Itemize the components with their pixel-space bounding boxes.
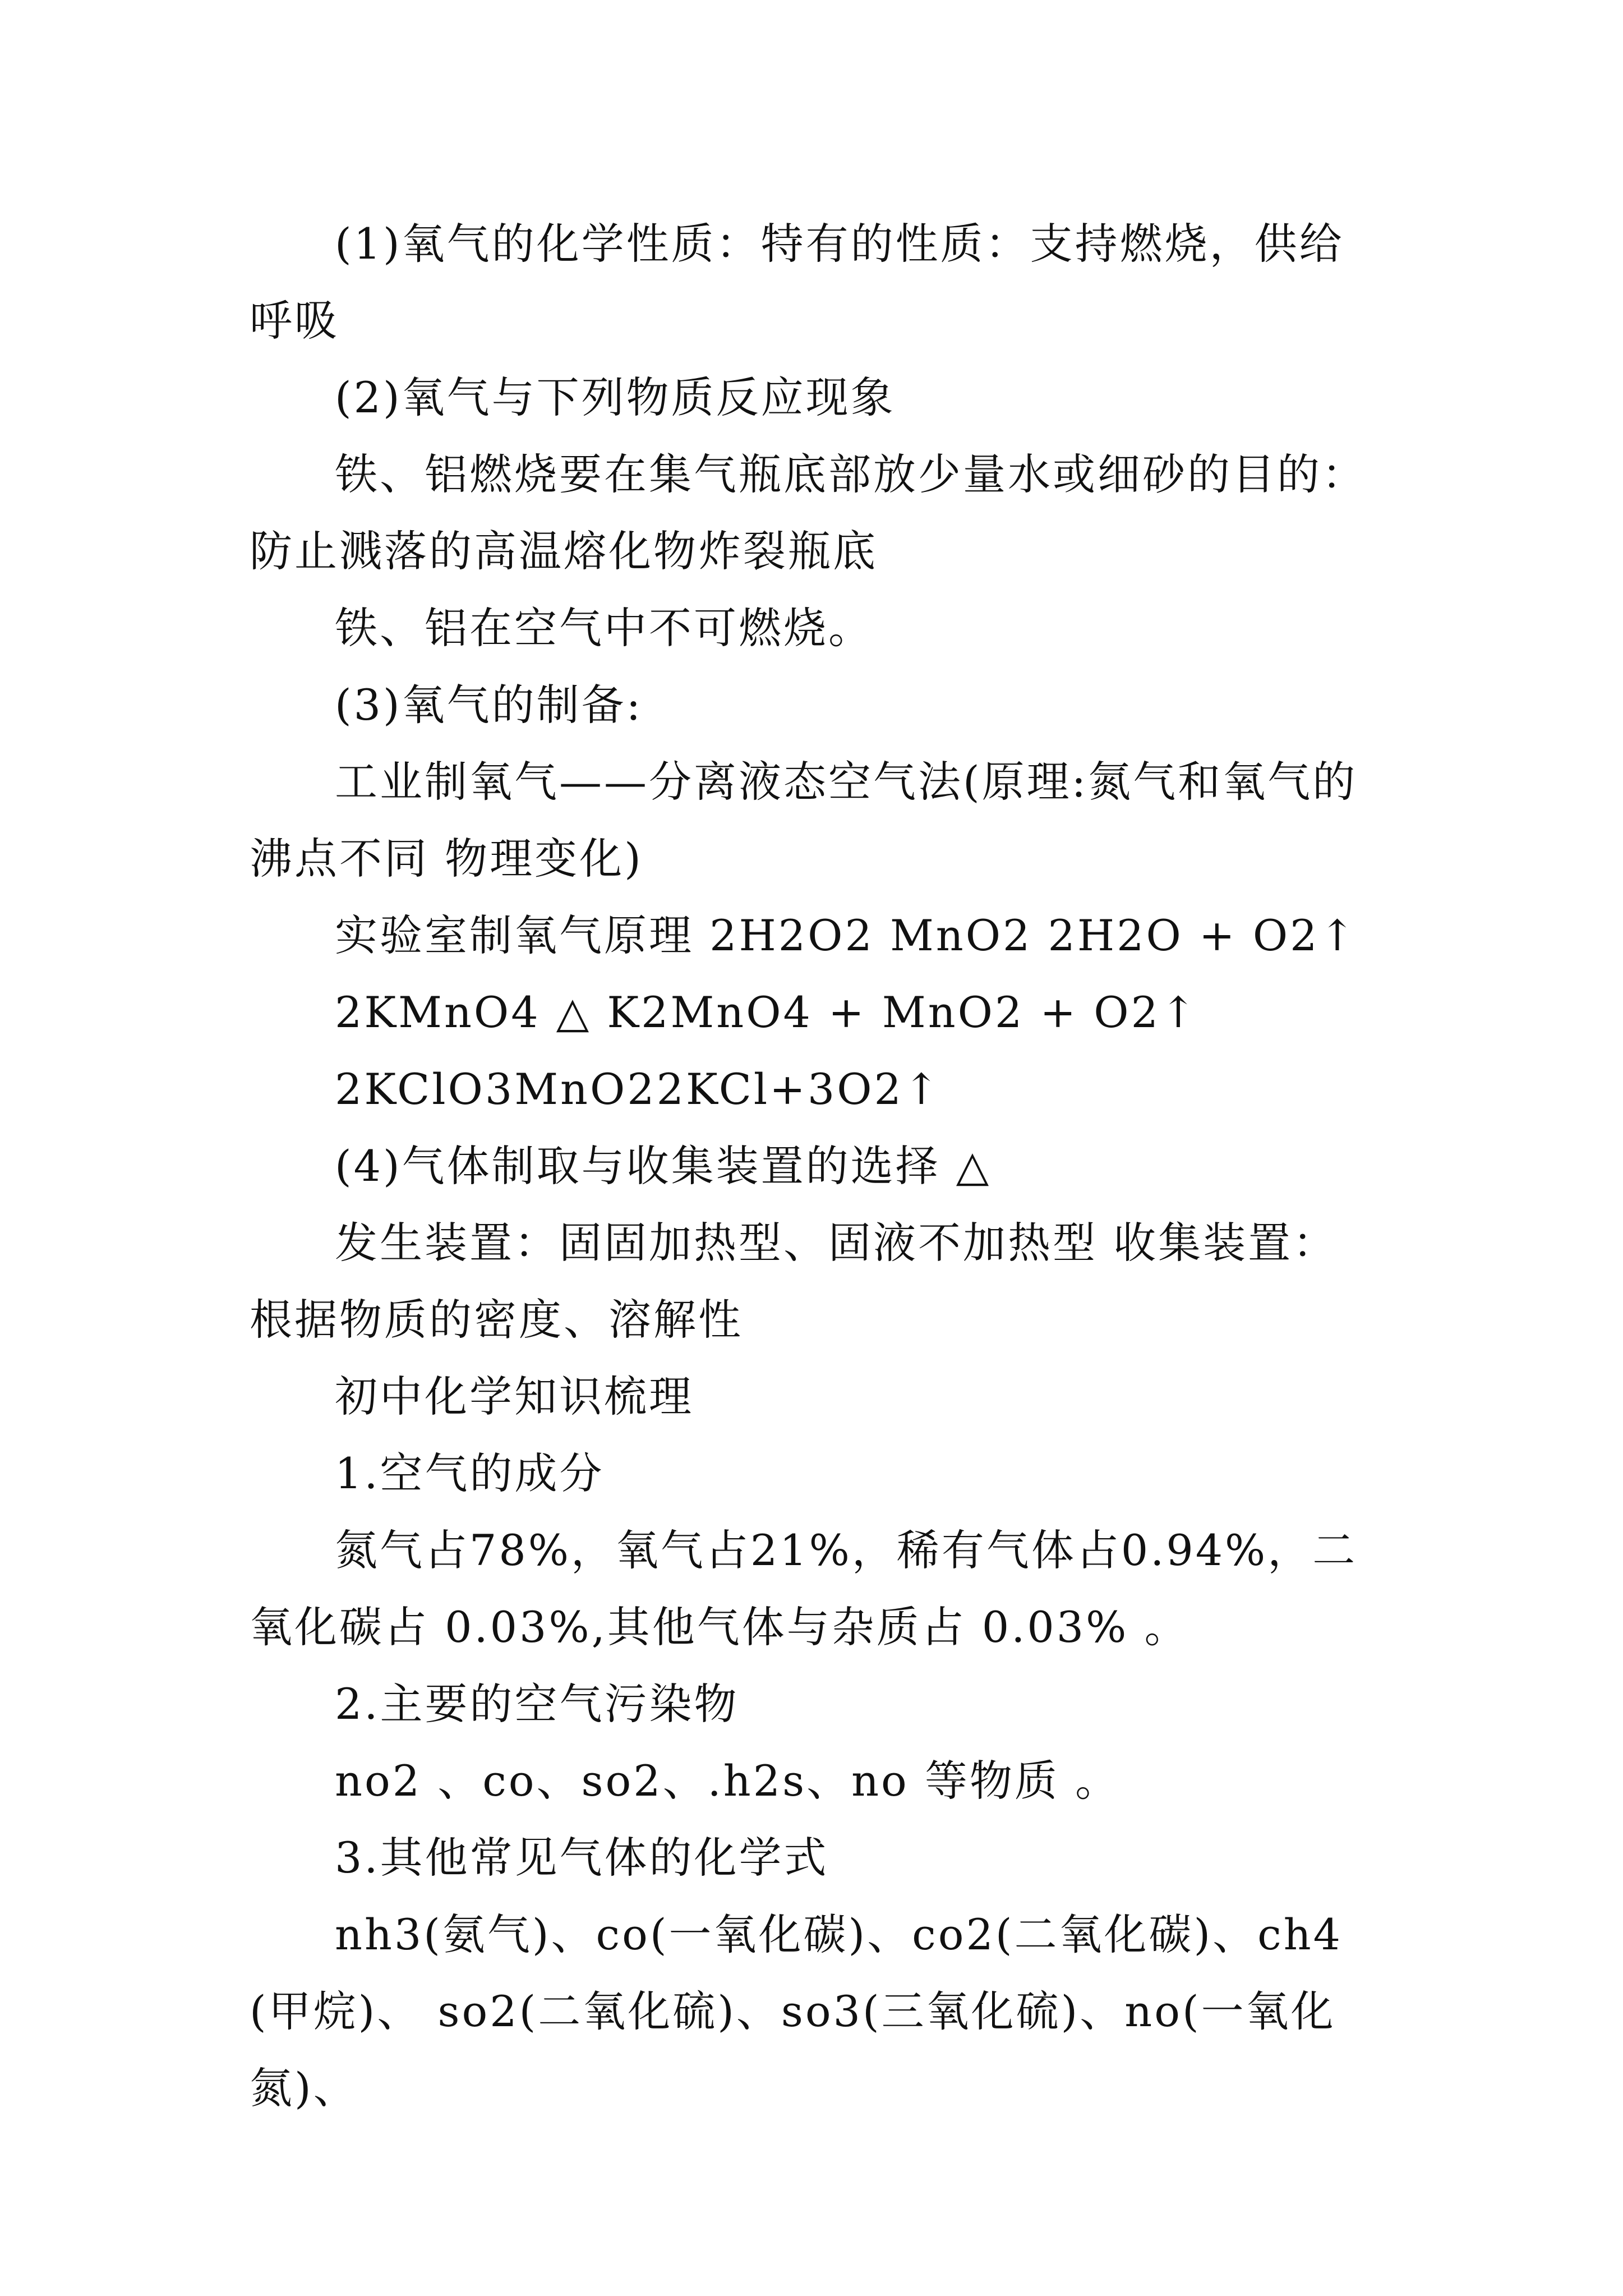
paragraph-iron-aluminum-combustion: 铁、铝燃烧要在集气瓶底部放少量水或细砂的目的：防止溅落的高温熔化物炸裂瓶底 — [250, 449, 1367, 576]
heading-common-gas-formulas: 3.其他常见气体的化学式 — [335, 1833, 829, 1883]
paragraph-oxygen-reactions-heading: (2)氧气与下列物质反应现象 — [335, 372, 896, 422]
heading-air-pollutants: 2.主要的空气污染物 — [335, 1679, 739, 1729]
equation-kclo3: 2KClO3MnO22KCl+3O2↑ — [335, 1064, 942, 1114]
section-title-knowledge-summary: 初中化学知识梳理 — [335, 1372, 694, 1421]
paragraph-iron-aluminum-in-air: 铁、铝在空气中不可燃烧。 — [335, 603, 873, 653]
paragraph-oxygen-chemical-properties: (1)氧气的化学性质：特有的性质：支持燃烧，供给呼吸 — [250, 219, 1344, 346]
paragraph-apparatus-selection-heading: (4)气体制取与收集装置的选择 △ — [335, 1141, 992, 1191]
heading-air-composition: 1.空气的成分 — [335, 1448, 605, 1498]
paragraph-air-composition: 氮气占78%，氧气占21%，稀有气体占0.94%，二氧化碳占 0.03%,其他气体与杂质占 0.03% 。 — [250, 1525, 1358, 1652]
equation-h2o2: 实验室制氧气原理 2H2O2 MnO2 2H2O + O2↑ — [335, 910, 1358, 960]
document-body — [250, 205, 1382, 2127]
paragraph-industrial-oxygen: 工业制氧气——分离液态空气法(原理:氮气和氧气的沸点不同 物理变化) — [250, 757, 1358, 884]
paragraph-apparatus-types: 发生装置：固固加热型、固液不加热型 收集装置：根据物质的密度、溶解性 — [250, 1218, 1338, 1345]
paragraph-air-pollutants: no2 、co、so2、.h2s、no 等物质 。 — [335, 1756, 1121, 1806]
paragraph-oxygen-preparation-heading: (3)氧气的制备: — [335, 680, 643, 730]
paragraph-common-gas-formulas: nh3(氨气)、co(一氧化碳)、co2(二氧化碳)、ch4(甲烷)、 so2(二氧化硫)、so3(三氧化硫)、no(一氧化氮)、 — [250, 1910, 1343, 2113]
equation-kmno4: 2KMnO4 △ K2MnO4 + MnO2 + O2↑ — [335, 987, 1198, 1037]
